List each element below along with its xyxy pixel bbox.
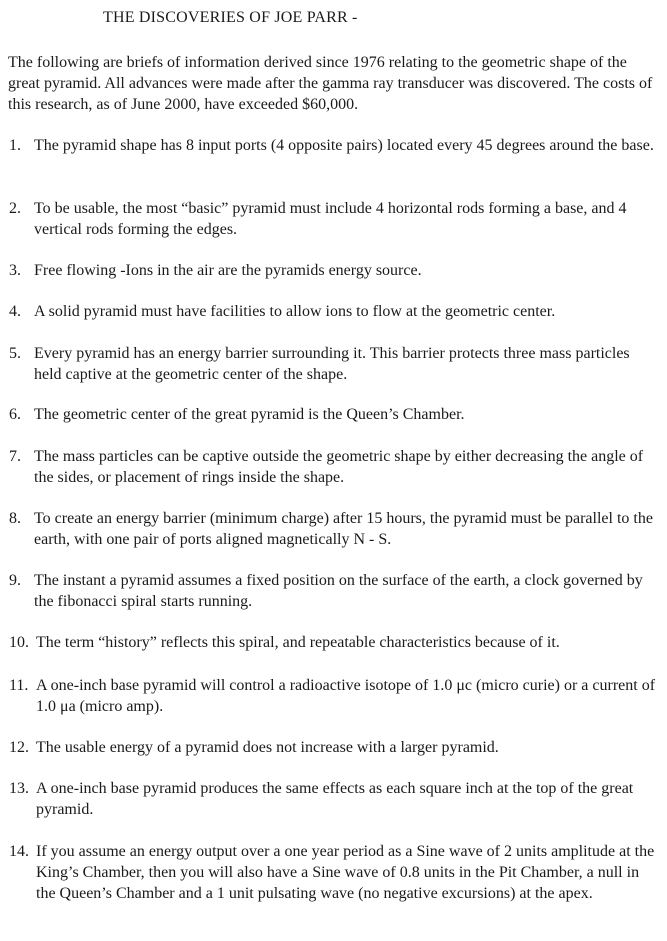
list-item-number: 2.: [9, 200, 21, 217]
list-item: [9, 343, 657, 385]
list-item-text: If you assume an energy output over a one year period as a Sine wave of 2 units amplitude at the King’s Chamber, then you will also have a Sine wave of 0.8 units in the Pit Chamber, a null in the Queen’s Chamber and a 1 unit pulsating wave (no negative excursions) at the apex.: [36, 843, 655, 902]
list-item-number: 14.: [9, 843, 29, 860]
list-item: [9, 841, 657, 904]
list-item-text: The mass particles can be captive outside the geometric shape by either decreasing the angle of the sides, or placement of rings inside the shape.: [34, 448, 644, 486]
list-item-text: Free flowing -Ions in the air are the pyramids energy source.: [34, 262, 422, 279]
list-item-number: 4.: [9, 303, 21, 320]
list-item-number: 10.: [9, 634, 29, 651]
list-item-number: 8.: [9, 510, 21, 527]
list-item: [9, 301, 657, 322]
list-item-text: A solid pyramid must have facilities to allow ions to flow at the geometric center.: [34, 303, 556, 320]
list-item-number: 7.: [9, 448, 21, 465]
list-item: [9, 570, 657, 612]
list-item-text: The geometric center of the great pyramid is the Queen’s Chamber.: [34, 406, 465, 423]
list-item-text: To be usable, the most “basic” pyramid must include 4 horizontal rods forming a base, and 4 vertical rods forming the edges.: [34, 200, 627, 238]
list-item: [9, 675, 657, 717]
list-item: [9, 260, 657, 281]
list-item-text: The pyramid shape has 8 input ports (4 opposite pairs) located every 45 degrees around the base.: [34, 137, 654, 154]
list-item-number: 5.: [9, 345, 21, 362]
list-item-number: 12.: [9, 739, 29, 756]
list-item-number: 1.: [9, 137, 21, 154]
list-item-number: 6.: [9, 406, 21, 423]
list-item-text: The instant a pyramid assumes a fixed position on the surface of the earth, a clock governed by the fibonacci spiral starts running.: [34, 572, 643, 610]
list-item-text: A one-inch base pyramid produces the same effects as each square inch at the top of the great pyramid.: [36, 780, 634, 818]
document-title: THE DISCOVERIES OF JOE PARR -: [103, 9, 358, 26]
list-item: [9, 135, 657, 156]
list-item: [9, 778, 657, 820]
list-item: [9, 632, 657, 653]
list-item-text: The usable energy of a pyramid does not increase with a larger pyramid.: [36, 739, 499, 756]
list-item-text: Every pyramid has an energy barrier surrounding it. This barrier protects three mass particles held captive at the geometric center of the shape.: [34, 345, 630, 383]
list-item-text: The term “history” reflects this spiral, and repeatable characteristics because of it.: [36, 634, 560, 651]
list-item: [9, 508, 657, 550]
intro-paragraph: The following are briefs of information derived since 1976 relating to the geometric shape of the great pyramid. All advances were made after the gamma ray transducer was discovered. The costs of this research, as of June 2000, have exceeded $60,000.: [8, 54, 653, 113]
list-item-text: To create an energy barrier (minimum charge) after 15 hours, the pyramid must be parallel to the earth, with one pair of ports aligned magnetically N - S.: [34, 510, 653, 548]
list-item: [9, 198, 657, 240]
list-item-number: 9.: [9, 572, 21, 589]
list-item-number: 3.: [9, 262, 21, 279]
list-item-number: 11.: [9, 677, 29, 694]
list-item-text: A one-inch base pyramid will control a radioactive isotope of 1.0 μc (micro curie) or a current of 1.0 μa (micro amp).: [36, 677, 656, 715]
list-item-number: 13.: [9, 780, 29, 797]
list-item: [9, 737, 657, 758]
list-item: [9, 404, 657, 425]
list-item: [9, 446, 657, 488]
